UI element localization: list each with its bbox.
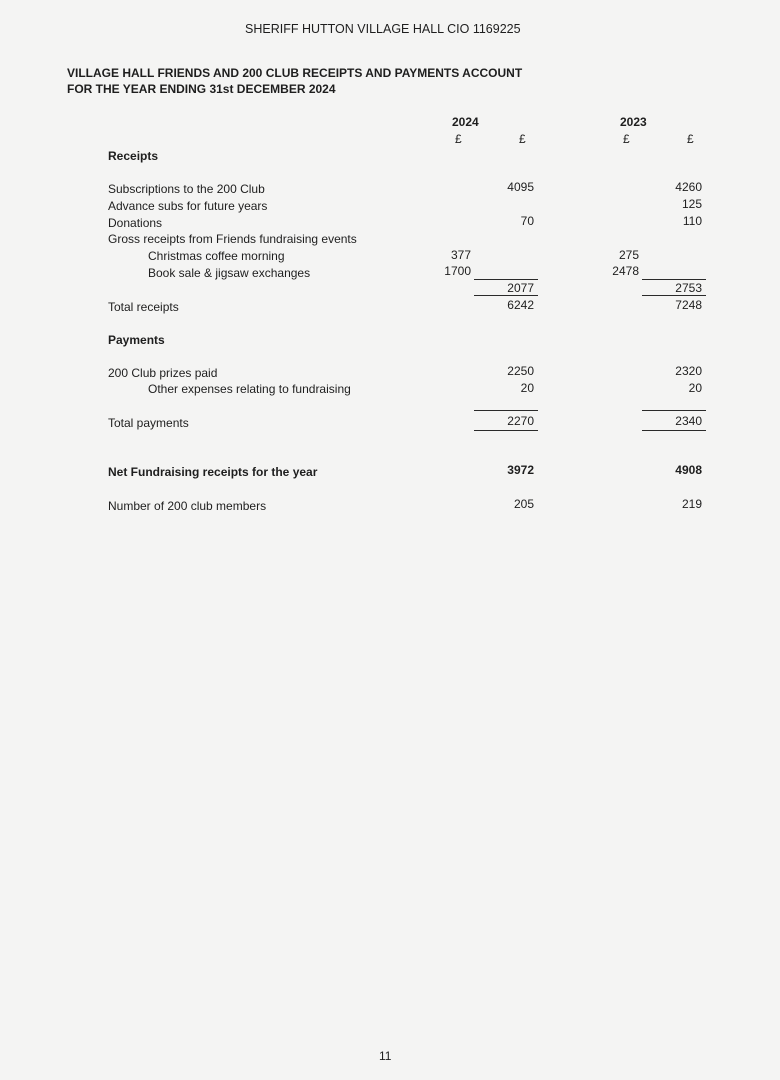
row-label: Other expenses relating to fundraising (148, 382, 351, 396)
divider-line (642, 430, 706, 431)
total-receipts-label: Total receipts (108, 300, 179, 314)
row-label: Subscriptions to the 200 Club (108, 182, 265, 196)
value-2024: 70 (520, 214, 534, 228)
members-2024: 205 (513, 497, 534, 511)
total-payments-2023: 2340 (675, 414, 702, 428)
currency-symbol: £ (687, 132, 694, 146)
subvalue-2023: 275 (618, 248, 639, 262)
page-number: 11 (379, 1049, 392, 1063)
events-total-2023: 2753 (675, 281, 702, 295)
subvalue-2024: 1700 (444, 264, 471, 278)
value-2023: 20 (688, 381, 702, 395)
payments-heading: Payments (108, 333, 165, 347)
members-label: Number of 200 club members (108, 499, 267, 513)
value-2023: 2320 (675, 364, 702, 378)
value-2024: 2250 (507, 364, 534, 378)
receipts-heading: Receipts (108, 149, 159, 163)
report-title-line2: FOR THE YEAR ENDING 31st DECEMBER 2024 (67, 82, 336, 96)
divider-line (642, 295, 706, 296)
row-label: 200 Club prizes paid (108, 366, 218, 380)
subvalue-2024: 377 (450, 248, 471, 262)
year-2023-heading: 2023 (620, 115, 647, 129)
row-label: Christmas coffee morning (148, 249, 285, 263)
divider-line (474, 279, 538, 280)
currency-symbol: £ (623, 132, 630, 146)
value-2024: 20 (520, 381, 534, 395)
divider-line (642, 279, 706, 280)
total-receipts-2024: 6242 (507, 298, 534, 312)
divider-line (474, 410, 538, 411)
row-label: Book sale & jigsaw exchanges (148, 266, 311, 280)
members-2023: 219 (681, 497, 702, 511)
value-2023: 110 (682, 214, 702, 228)
divider-line (474, 295, 538, 296)
currency-symbol: £ (455, 132, 462, 146)
row-label: Advance subs for future years (108, 199, 268, 213)
year-2024-heading: 2024 (452, 115, 479, 129)
divider-line (642, 410, 706, 411)
total-payments-2024: 2270 (507, 414, 534, 428)
value-2024: 4095 (507, 180, 534, 194)
row-label: Gross receipts from Friends fundraising events (108, 232, 357, 246)
net-fundraising-2023: 4908 (675, 463, 702, 477)
value-2023: 4260 (675, 180, 702, 194)
net-fundraising-label: Net Fundraising receipts for the year (108, 465, 318, 479)
divider-line (474, 430, 538, 431)
subvalue-2023: 2478 (612, 264, 639, 278)
total-receipts-2023: 7248 (675, 298, 702, 312)
value-2023: 125 (681, 197, 702, 211)
row-label: Donations (108, 216, 163, 230)
events-total-2024: 2077 (507, 281, 534, 295)
organisation-header: SHERIFF HUTTON VILLAGE HALL CIO 1169225 (245, 22, 521, 36)
net-fundraising-2024: 3972 (507, 463, 534, 477)
report-title-line1: VILLAGE HALL FRIENDS AND 200 CLUB RECEIPTS AND PAYMENTS ACCOUNT (67, 66, 523, 80)
currency-symbol: £ (519, 132, 526, 146)
total-payments-label: Total payments (108, 416, 189, 430)
